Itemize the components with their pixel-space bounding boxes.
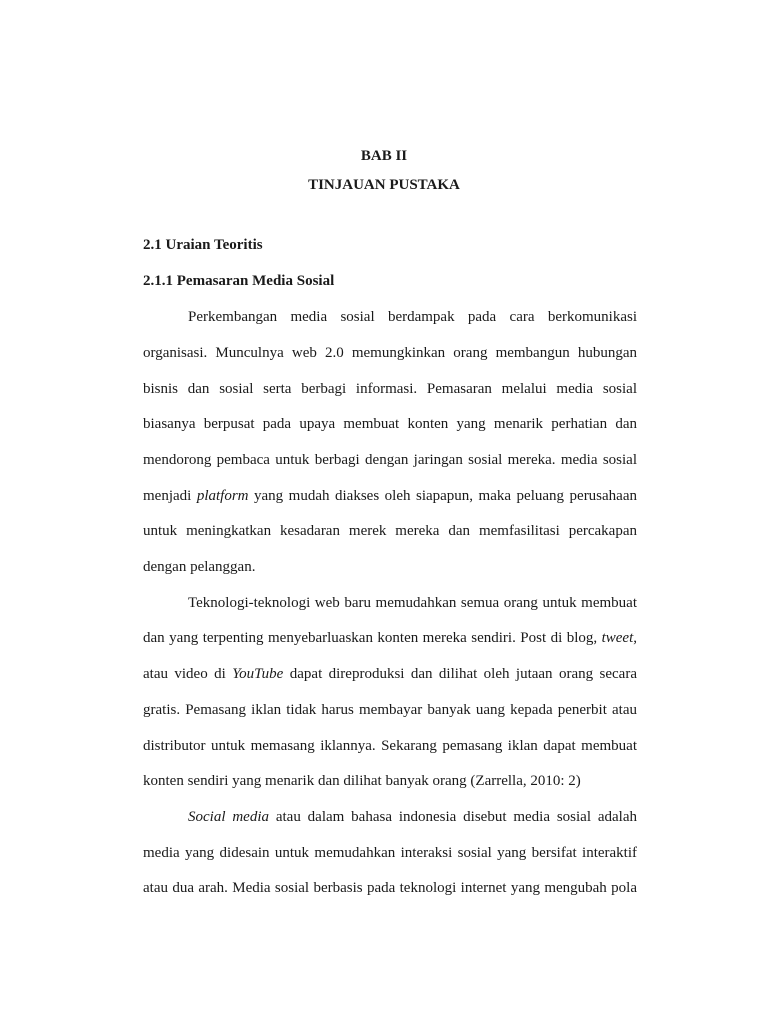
text-run: ,: [633, 630, 637, 646]
text-run: atau dalam bahasa indonesia disebut media sosial adalah: [269, 809, 637, 825]
chapter-number: BAB II: [360, 148, 408, 164]
paragraph-1-line-5: mendorong pembaca untuk berbagi dengan jaringan sosial mereka. media sosial: [143, 452, 637, 468]
text-run: yang mudah diakses oleh siapapun, maka peluang perusahaan: [248, 488, 637, 504]
section-heading-2-1-1: 2.1.1 Pemasaran Media Sosial: [143, 273, 335, 289]
paragraph-1-line-7: untuk meningkatkan kesadaran merek mereka dan memfasilitasi percakapan: [143, 523, 637, 539]
paragraph-1-line-2: organisasi. Munculnya web 2.0 memungkinkan orang membangun hubungan: [143, 345, 637, 361]
paragraph-2-line-2: [143, 628, 637, 648]
italic-term-tweet: tweet: [601, 630, 634, 646]
text-run: dan yang terpenting menyebarluaskan konten mereka sendiri. Post di blog,: [143, 630, 602, 646]
paragraph-1-line-1: Perkembangan media sosial berdampak pada cara berkomunikasi: [188, 309, 637, 325]
paragraph-3-line-2: media yang didesain untuk memudahkan interaksi sosial yang bersifat interaktif: [143, 845, 637, 861]
paragraph-1-line-6: [143, 486, 637, 506]
paragraph-1-line-8: dengan pelanggan.: [143, 559, 256, 575]
paragraph-2-line-3: [143, 664, 637, 684]
italic-term-social-media: Social media: [188, 809, 269, 825]
paragraph-2-line-1: Teknologi-teknologi web baru memudahkan semua orang untuk membuat: [188, 595, 637, 611]
paragraph-2-line-6: konten sendiri yang menarik dan dilihat banyak orang (Zarrella, 2010: 2): [143, 773, 581, 789]
paragraph-2-line-4: gratis. Pemasang iklan tidak harus membayar banyak uang kepada penerbit atau: [143, 702, 637, 718]
paragraph-1-line-3: bisnis dan sosial serta berbagi informasi. Pemasaran melalui media sosial: [143, 381, 637, 397]
italic-term-platform: platform: [196, 488, 249, 504]
paragraph-3-line-1: [188, 807, 637, 827]
text-run: dapat direproduksi dan dilihat oleh jutaan orang secara: [283, 666, 637, 682]
paragraph-1-line-4: biasanya berpusat pada upaya membuat konten yang menarik perhatian dan: [143, 416, 637, 432]
chapter-title: TINJAUAN PUSTAKA: [308, 177, 460, 193]
italic-term-youtube: YouTube: [232, 666, 284, 682]
text-run: menjadi: [143, 488, 197, 504]
text-run: atau video di: [143, 666, 233, 682]
paragraph-3-line-3: atau dua arah. Media sosial berbasis pada teknologi internet yang mengubah pola: [143, 880, 637, 896]
paragraph-2-line-5: distributor untuk memasang iklannya. Sekarang pemasang iklan dapat membuat: [143, 738, 637, 754]
section-heading-2-1: 2.1 Uraian Teoritis: [143, 237, 263, 253]
